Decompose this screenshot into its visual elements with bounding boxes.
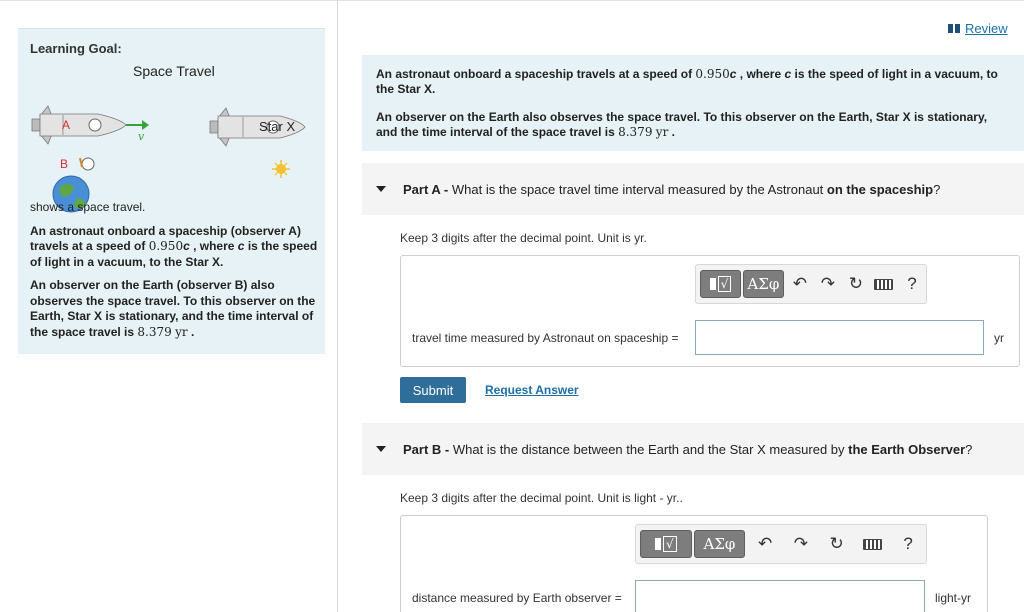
goal-lead: shows a space travel. [30,200,146,214]
panel-divider [337,0,338,612]
part-b-unit: light-yr [935,591,972,605]
observer-a-label: A [62,118,71,132]
space-travel-illustration [18,59,325,219]
top-border [0,0,1024,1]
part-a-field-label: travel time measured by Astronaut on spaceship = [412,331,679,345]
greek-symbols-button[interactable]: ΑΣφ [743,270,784,298]
reset-icon[interactable]: ↻ [829,534,844,553]
goal-paragraph-2: An observer on the Earth (observer B) also observes the space travel. To this observer on the Earth, Star X is stationary, and the time interval of the space travel is 8.379 yr . [30,278,316,339]
problem-paragraph-1: An astronaut onboard a spaceship travels at a speed of 0.950c , where c is the speed of light in a vacuum, to the Star X. [376,67,998,96]
redo-icon[interactable]: ↷ [793,534,809,553]
book-icon [948,24,960,33]
star-x-label: Star X [259,119,296,134]
part-a-title: Part A - What is the space travel time interval measured by the Astronaut on the spaceship? [403,181,941,197]
request-answer-link[interactable]: Request Answer [485,383,579,397]
reset-icon[interactable]: ↻ [848,274,864,293]
redo-icon[interactable]: ↷ [820,274,836,293]
goal-paragraph-1: An astronaut onboard a spaceship (observer A) travels at a speed of 0.950c , where c is the speed of light in a vacuum, to the Star X. [30,223,318,269]
problem-paragraph-2: An observer on the Earth also observes the space travel. To this observer on the Earth, Star X is stationary, and the time interval of the space travel is 8.379 yr . [376,110,988,139]
review-label: Review [965,21,1008,36]
part-b-math-toolbar [635,524,927,564]
observer-b-label: B [60,157,69,171]
part-a-answer-input[interactable] [695,320,984,355]
part-a-header[interactable] [362,163,1024,215]
part-b-answer-input[interactable] [635,580,925,612]
collapse-triangle-icon[interactable] [376,446,386,452]
learning-goal-title: Learning Goal: [30,41,122,56]
learning-goal-text [30,200,320,348]
greek-symbols-button[interactable]: ΑΣφ [694,530,746,558]
part-b-hint: Keep 3 digits after the decimal point. Unit is light - yr.. [400,491,683,505]
keyboard-icon[interactable] [855,530,891,558]
part-a-hint: Keep 3 digits after the decimal point. Unit is yr. [400,231,647,245]
part-a-math-toolbar [695,264,927,304]
templates-button[interactable]: √ [700,270,741,298]
review-link[interactable] [948,21,1008,36]
help-icon[interactable]: ? [903,534,913,553]
velocity-label: v [138,130,145,143]
figure-title: Space Travel [133,63,215,79]
problem-statement [362,55,1024,151]
learning-goal-panel [18,28,325,354]
templates-button[interactable]: √ [640,530,692,558]
part-b-field-label: distance measured by Earth observer = [412,591,622,605]
undo-icon[interactable]: ↶ [758,534,773,553]
keyboard-icon[interactable] [870,270,898,298]
part-b-answer-box [400,515,988,612]
velocity-arrow-icon [126,120,149,130]
rocket-a-icon [32,106,126,144]
space-travel-figure [18,59,325,219]
part-a-unit: yr [994,331,1004,345]
undo-icon[interactable]: ↶ [792,274,807,293]
collapse-triangle-icon[interactable] [376,186,386,192]
part-b-title: Part B - What is the distance between the Earth and the Star X measured by the Earth Observer? [403,441,973,457]
star-x-icon [272,160,290,178]
help-icon[interactable]: ? [907,274,917,293]
part-b-header[interactable] [362,423,1024,475]
part-a-answer-box [400,255,1020,367]
submit-button[interactable]: Submit [400,377,466,403]
